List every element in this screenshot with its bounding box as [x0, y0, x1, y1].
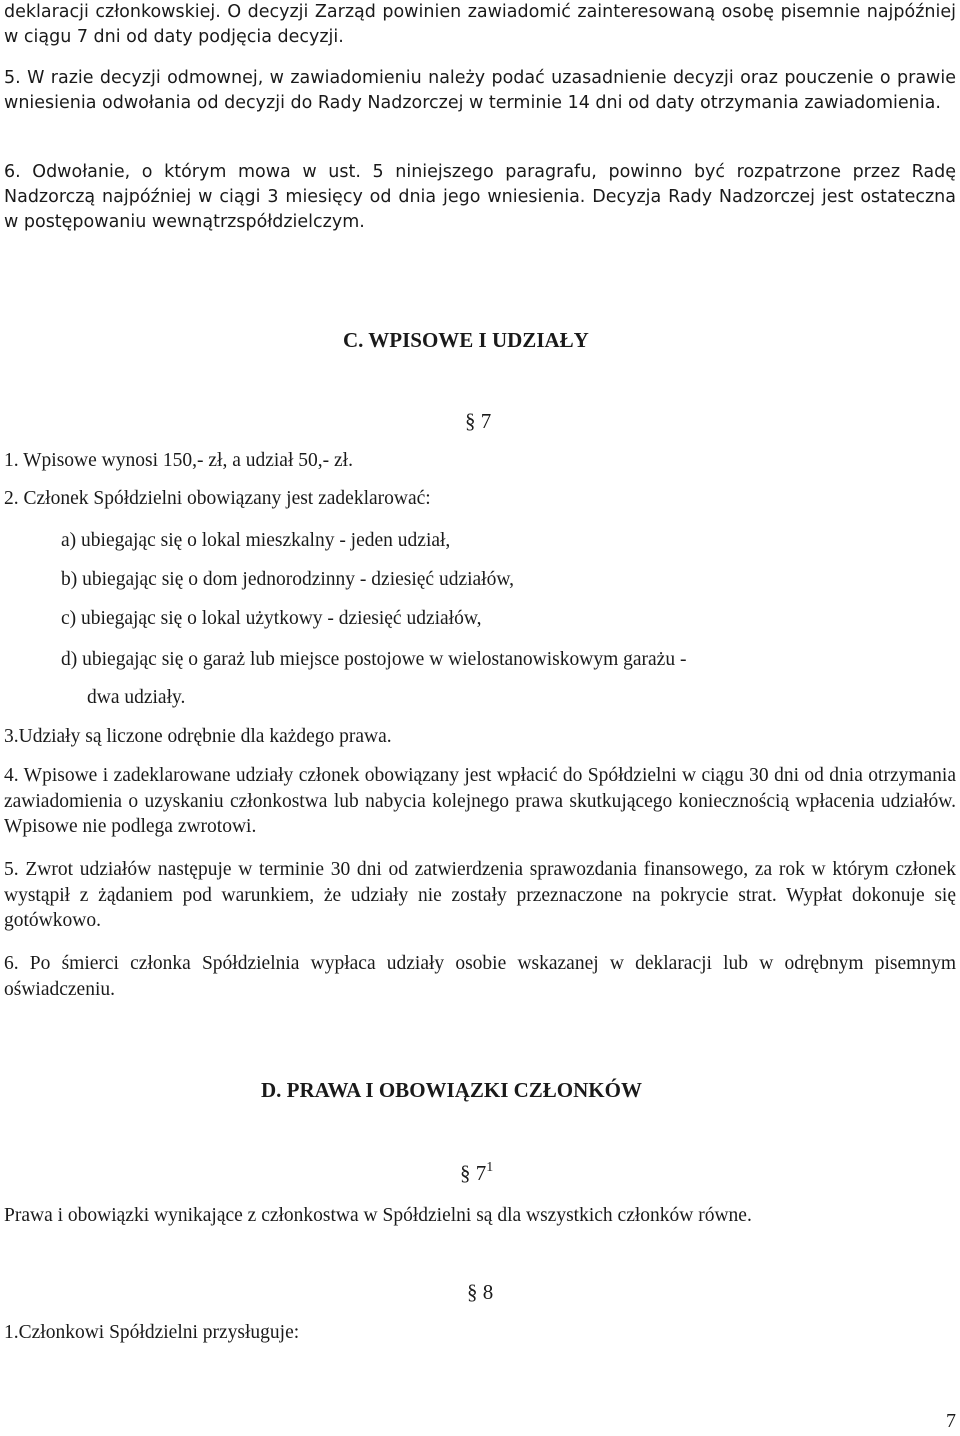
page-number: 7	[946, 1410, 956, 1432]
paragraph-5: 5. W razie decyzji odmownej, w zawiadomieniu należy podać uzasadnienie decyzji oraz pouczenie o prawie wniesienia odwołania od decyzji do Rady Nadzorczej w terminie 14 dni od daty otrzymania zawiadomienia.	[4, 68, 956, 113]
paragraph-mark-7-1	[460, 1160, 493, 1186]
paragraph-6: 6. Odwołanie, o którym mowa w ust. 5 niniejszego paragrafu, powinno być rozpatrzone przez Radę Nadzorczą najpóźniej w ciągi 3 miesięcy od dnia jego wniesienia. Decyzja Rady Nadzorczej jest ostateczna w postępowaniu wewnątrzspółdzielczym.	[4, 162, 956, 232]
c-sub-item-d-continuation: dwa udziały.	[87, 687, 186, 708]
paragraph-7-1-text: Prawa i obowiązki wynikające z członkostwa w Spółdzielni są dla wszystkich członków równe.	[4, 1205, 752, 1226]
paragraph-mark-7-1-superscript: 1	[486, 1160, 494, 1175]
c-sub-item-c: c) ubiegając się o lokal użytkowy - dziesięć udziałów,	[61, 608, 482, 629]
paragraph-mark-7: § 7	[465, 409, 492, 433]
c-sub-item-b: b) ubiegając się o dom jednorodzinny - dziesięć udziałów,	[61, 569, 515, 590]
c-item-5: 5. Zwrot udziałów następuje w terminie 30 dni od zatwierdzenia sprawozdania finansowego, za rok w którym członek wystąpił z żądaniem pod warunkiem, że udziały nie zostały przeznaczone na pokrycie strat. Wypłat dokonuje się gotówkowo.	[4, 859, 956, 931]
section-c-heading: C. WPISOWE I UDZIAŁY	[343, 328, 589, 352]
c-item-3: 3.Udziały są liczone odrębnie dla każdego prawa.	[4, 726, 392, 747]
c-item-4: 4. Wpisowe i zadeklarowane udziały członek obowiązany jest wpłacić do Spółdzielni w ciągu 30 dni od dnia otrzymania zawiadomienia o uzyskaniu członkostwa lub nabycia kolejnego prawa skutkującego koniecznością wpłacenia udziałów. Wpisowe nie podlega zwrotowi.	[4, 765, 956, 837]
section-d-heading: D. PRAWA I OBOWIĄZKI CZŁONKÓW	[261, 1078, 642, 1102]
paragraph-8-item-1: 1.Członkowi Spółdzielni przysługuje:	[4, 1322, 300, 1343]
c-sub-item-a: a) ubiegając się o lokal mieszkalny - jeden udział,	[61, 530, 451, 551]
paragraph-4-continuation: deklaracji członkowskiej. O decyzji Zarząd powinien zawiadomić zainteresowaną osobę pisemnie najpóźniej w ciągu 7 dni od daty podjęcia decyzji.	[4, 2, 956, 47]
paragraph-mark-8: § 8	[467, 1280, 494, 1304]
paragraph-mark-7-1-label: § 7	[460, 1161, 487, 1185]
c-item-6: 6. Po śmierci członka Spółdzielnia wypłaca udziały osobie wskazanej w deklaracji lub w odrębnym pisemnym oświadczeniu.	[4, 953, 956, 1000]
c-item-1: 1. Wpisowe wynosi 150,- zł, a udział 50,- zł.	[4, 450, 353, 471]
c-sub-item-d: d) ubiegając się o garaż lub miejsce postojowe w wielostanowiskowym garażu -	[61, 649, 687, 670]
c-item-2: 2. Członek Spółdzielni obowiązany jest zadeklarować:	[4, 488, 431, 509]
